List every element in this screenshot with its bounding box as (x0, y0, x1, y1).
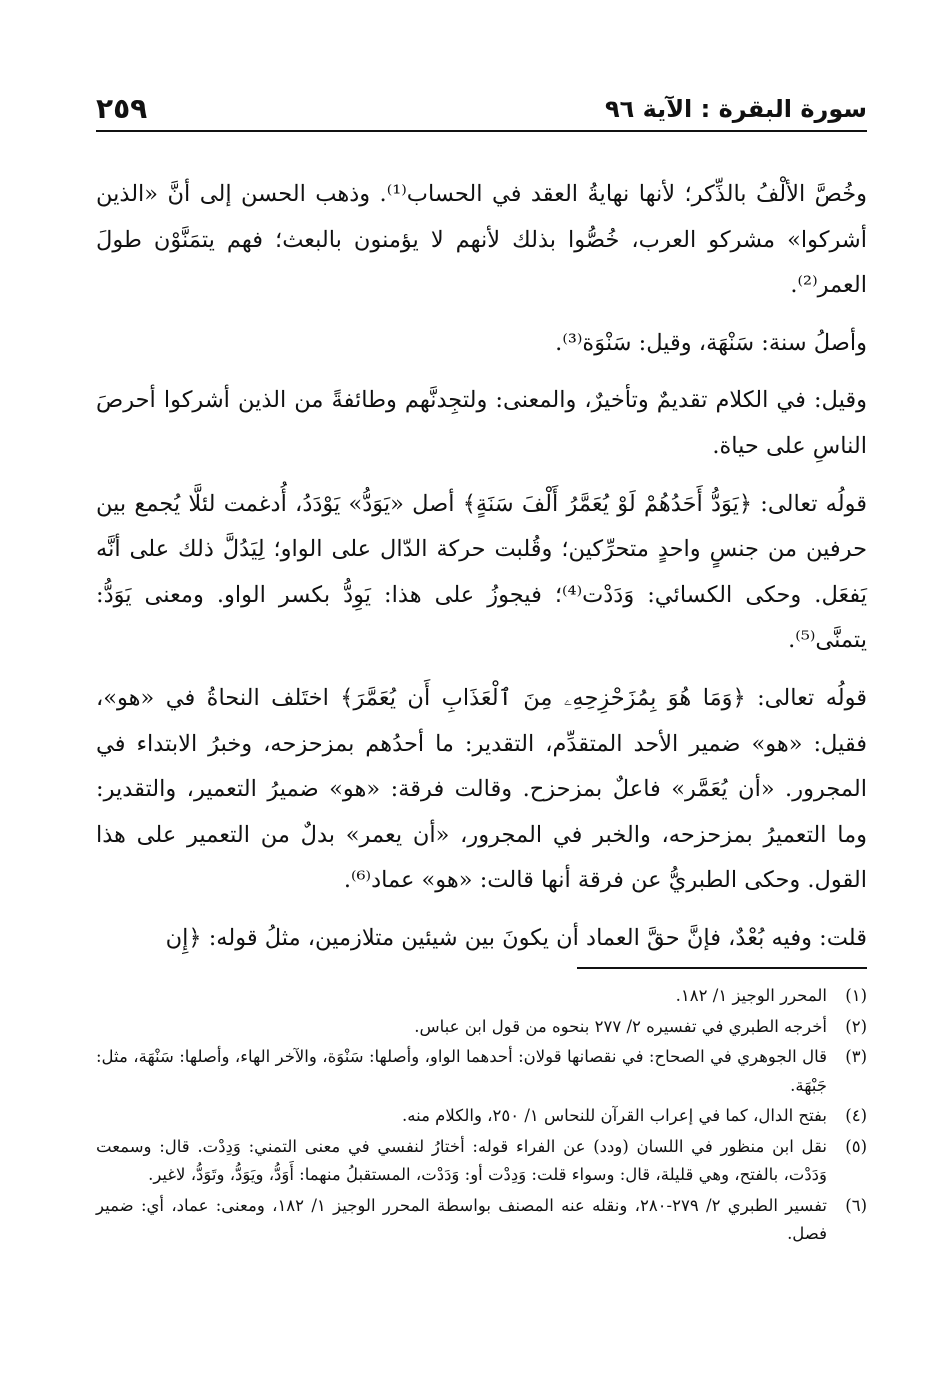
footnote-number: (١) (845, 986, 867, 1005)
paragraph: قلت: وفيه بُعْدٌ، فإنَّ حقَّ العماد أن يكونَ بين شيئين متلازمين، مثلُ قوله: ﴿إِن (165, 924, 867, 951)
footnote-number: (٣) (845, 1047, 867, 1066)
paragraph: وأصلُ سنة: سَنْهَة، وقيل: سَنْوَة⁽³⁾. (555, 329, 867, 356)
page-number: ٢٥٩ (96, 92, 148, 125)
footnote-separator (577, 967, 867, 969)
footnote-number: (٢) (845, 1016, 867, 1036)
footnote (96, 1192, 867, 1249)
footnote-number: (٦) (845, 1195, 867, 1215)
footnote (96, 1013, 867, 1042)
paragraph: قولُه تعالى: ﴿وَمَا هُوَ بِمُزَحْزِحِهِۦ مِنَ ٱلْعَذَابِ أَن يُعَمَّرَ﴾ اختَلف النحاةُ في «هو»، فقيل: «هو» ضمير الأحد المتقدِّم، التقدير: ما أحدُهم بمزحزحه، وخبرُ الابتداء في المجرور. «أن يُعَمَّر» فاعلٌ بمزحزح. وقالت فرقة: «هو» ضميرُ التعمير، والتقدير: وما التعميرُ بمزحزحه، والخبر في المجرور، «أن يعمر» بدلٌ من التعمير على هذا القول. وحكى الطبريُّ عن فرقة أنها قالت: «هو» عماد⁽⁶⁾. (96, 684, 867, 894)
footnote-text: المحرر الوجيز ١/ ١٨٢. (675, 986, 827, 1005)
footnote (96, 1043, 867, 1100)
footnote-text: نقل ابن منظور في اللسان (ودد) عن الفراء قوله: أختارُ لنفسي في معنى التمني: وَدِدْت. قال: وسمعت وَدَدْت، بالفتح، وهي قليلة، قال: وسواء قلت: وَدِدْت أو: وَدَدْت، المستقبلُ منهما: أَوَدُّ، ويَوَدُّ، وتَوَدُّ، لاغير. (96, 1136, 827, 1184)
footnote (96, 1133, 867, 1190)
footnote-text: بفتح الدال، كما في إعراب القرآن للنحاس ١/ ٢٥٠، والكلام منه. (402, 1106, 827, 1125)
footnote-number: (٥) (845, 1136, 867, 1156)
footnote-text: قال الجوهري في الصحاح: في نقصانها قولان: أحدهما الواو، وأصلها: سَنْوَة، والآخر الهاء، وأصلها: سَنْهَة، مثل: جَبْهَة. (96, 1047, 827, 1095)
paragraph: وخُصَّ الألْفُ بالذِّكر؛ لأنها نهايةُ العقد في الحساب⁽¹⁾. وذهب الحسن إلى أنَّ «الذين أشركوا» مشركو العرب، خُصُّوا بذلك لأنهم لا يؤمنون بالبعث؛ فهم يتمَنَّوْن طولَ العمر⁽²⁾. (96, 181, 867, 299)
paragraph: وقيل: في الكلام تقديمٌ وتأخيرٌ، والمعنى: ولتجِدنَّهم وطائفةً من الذين أشركوا أحرصَ الناسِ على حياة. (96, 387, 867, 459)
page-header (96, 86, 867, 132)
footnotes (96, 982, 867, 1251)
footnote-text: تفسير الطبري ٢/ ٢٧٩-٢٨٠، ونقله عنه المصنف بواسطة المحرر الوجيز ١/ ١٨٢، ومعنى: عماد، أي: ضمير فصل. (96, 1195, 828, 1243)
footnote (96, 1102, 867, 1131)
running-title: سورة البقرة : الآية ٩٦ (604, 95, 867, 123)
main-text (96, 172, 867, 974)
paragraph: قولُه تعالى: ﴿يَوَدُّ أَحَدُهُمْ لَوْ يُعَمَّرُ أَلْفَ سَنَةٍ﴾ أصل «يَوَدُّ» يَوْدَدُ، أُدغمت لئلَّا يُجمع بين حرفين من جنسٍ واحدٍ متحرِّكين؛ وقُلبت حركة الدّال على الواو؛ لِيَدُلَّ ذلك على أنَّه يَفعَل. وحكى الكسائي: وَدَدْت⁽⁴⁾؛ فيجوزُ على هذا: يَوِدُّ بكسر الواو. ومعنى يَوَدُّ: يتمنَّى⁽⁵⁾. (96, 490, 867, 654)
footnote-number: (٤) (845, 1106, 867, 1125)
footnote (96, 982, 867, 1011)
footnote-text: أخرجه الطبري في تفسيره ٢/ ٢٧٧ بنحوه من قول ابن عباس. (414, 1016, 827, 1036)
